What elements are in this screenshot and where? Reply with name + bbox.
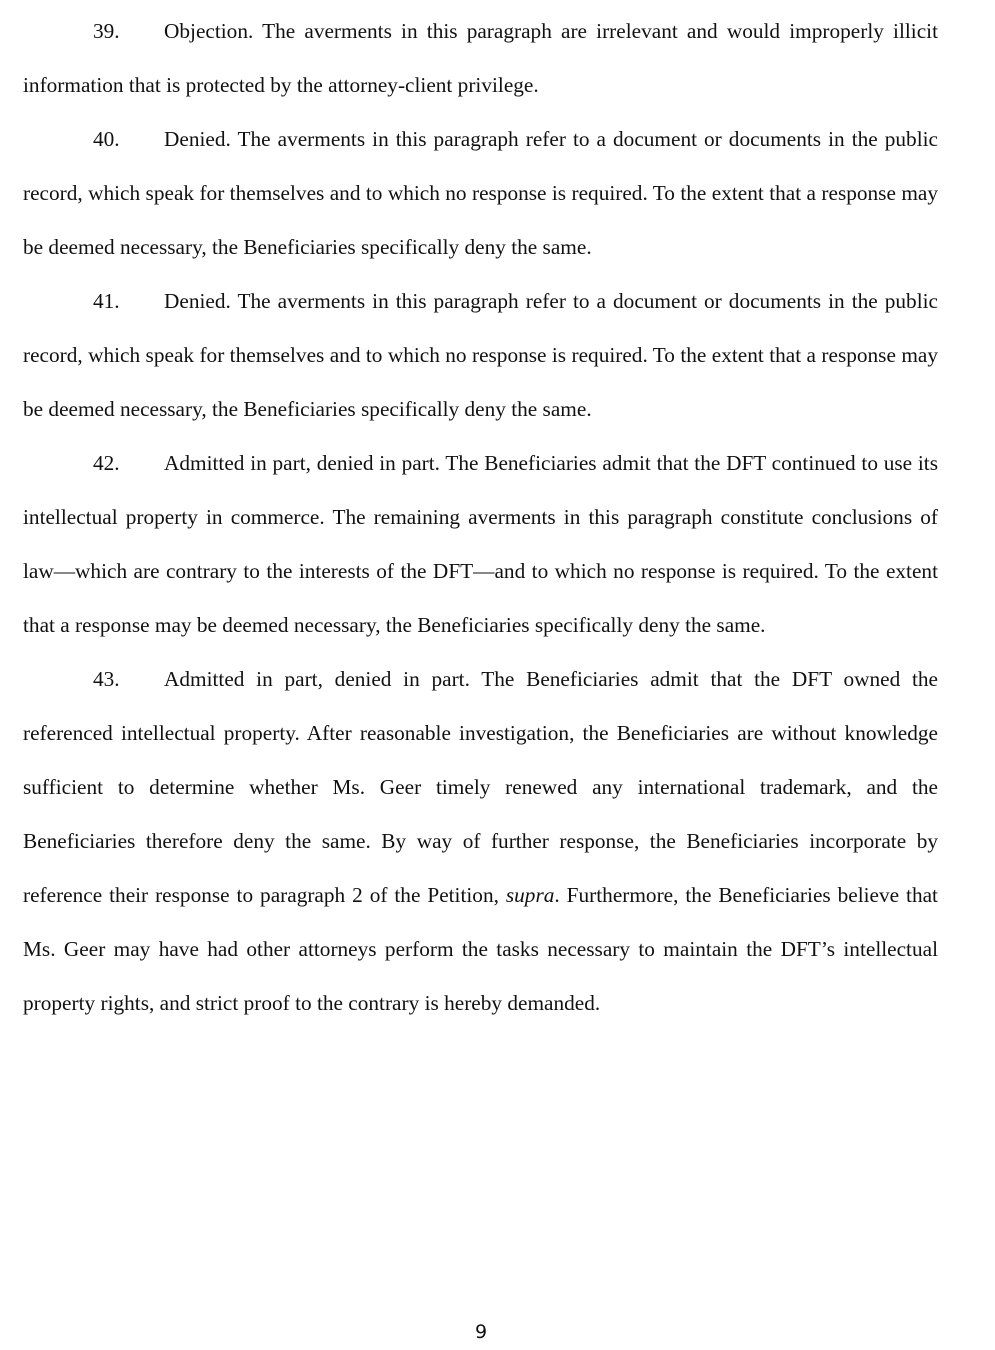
paragraph-text [23,667,938,1015]
paragraph-40 [23,112,938,274]
paragraph-number: 42. [93,451,120,475]
paragraph-42 [23,436,938,652]
paragraph-39 [23,4,938,112]
page-number: 9 [474,1321,488,1343]
document-body [23,4,938,1030]
paragraph-43 [23,652,938,1030]
paragraph-number: 40. [93,127,120,151]
text-segment: Objection. The averments in this paragraph are irrelevant and would improperly illicit information that is protected by the attorney-client privilege. [23,19,938,97]
paragraph-number: 39. [93,19,120,43]
paragraph-number: 43. [93,667,120,691]
text-segment: Denied. The averments in this paragraph refer to a document or documents in the public record, which speak for themselves and to which no response is required. To the extent that a response may be deemed necessary, the Beneficiaries specifically deny the same. [23,289,938,421]
italic-text: supra [505,883,555,907]
text-segment: . Furthermore, the Beneficiaries believe that Ms. Geer may have had other attorneys perform the tasks necessary to maintain the DFT’s intellectual property rights, and strict proof to the contrary is hereby demanded. [23,883,938,1015]
text-segment: Admitted in part, denied in part. The Beneficiaries admit that the DFT owned the referenced intellectual property. After reasonable investigation, the Beneficiaries are without knowledge sufficient to determine whether Ms. Geer timely renewed any international trademark, and the Beneficiaries therefore deny the same. By way of further response, the Beneficiaries incorporate by reference their response to paragraph 2 of the Petition, [23,667,938,907]
paragraph-number: 41. [93,289,120,313]
text-segment: Admitted in part, denied in part. The Beneficiaries admit that the DFT continued to use its intellectual property in commerce. The remaining averments in this paragraph constitute conclusions of law—which are contrary to the interests of the DFT—and to which no response is required. To the extent that a response may be deemed necessary, the Beneficiaries specifically deny the same. [23,451,938,637]
paragraph-41 [23,274,938,436]
text-segment: Denied. The averments in this paragraph refer to a document or documents in the public record, which speak for themselves and to which no response is required. To the extent that a response may be deemed necessary, the Beneficiaries specifically deny the same. [23,127,938,259]
